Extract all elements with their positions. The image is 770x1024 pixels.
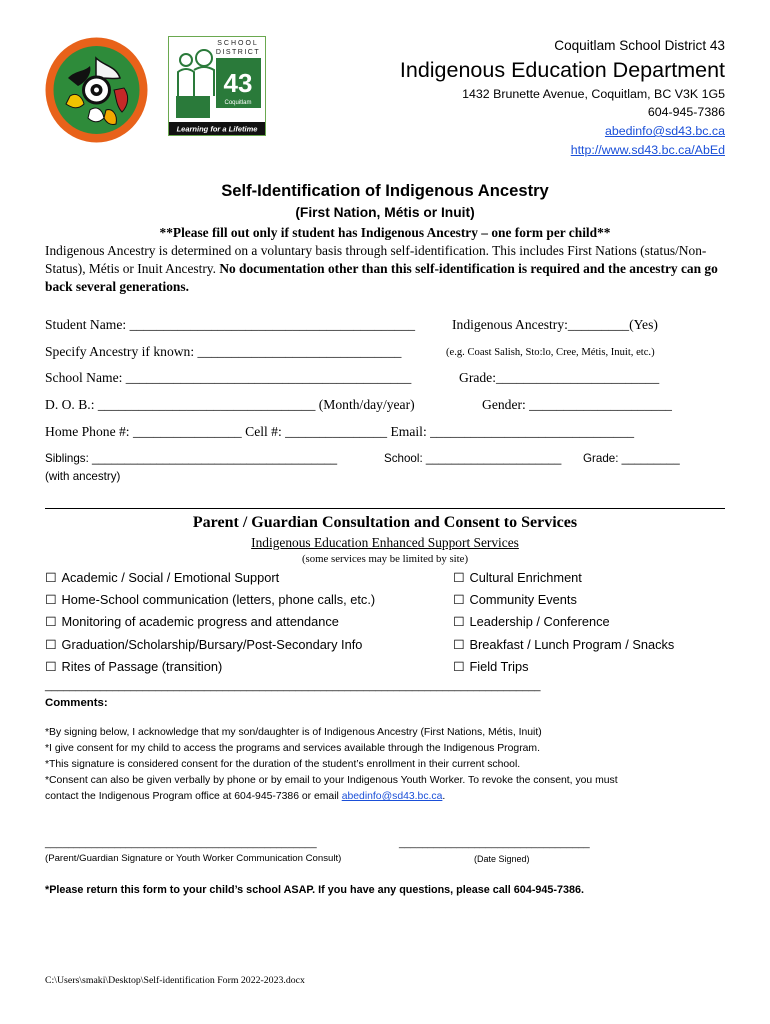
comments-line[interactable]: _________________________________________________________________________________	[45, 680, 541, 692]
dob-field[interactable]: D. O. B.: ________________________________ (Month/day/year)	[45, 397, 415, 412]
service-label: Field Trips	[469, 659, 529, 674]
logo-number: 43	[223, 68, 253, 98]
logo-tagline: Learning for a Lifetime	[176, 124, 258, 134]
form-note: **Please fill out only if student has Indigenous Ancestry – one form per child**	[159, 225, 611, 240]
district-name: Coquitlam School District 43	[554, 38, 725, 53]
service-label: Community Events	[469, 592, 577, 607]
indigenous-circle-logo	[44, 36, 149, 144]
service-label: Cultural Enrichment	[469, 570, 582, 585]
checkbox-icon[interactable]: ☐	[45, 592, 57, 607]
grade-field[interactable]: Grade:________________________	[459, 370, 660, 385]
comments-label: Comments:	[45, 697, 108, 709]
checkbox-icon[interactable]: ☐	[453, 659, 465, 674]
statement-5-text: contact the Indigenous Program office at 604-945-7386 or email	[45, 791, 342, 802]
date-label: (Date Signed)	[474, 854, 530, 864]
service-label: Rites of Passage (transition)	[61, 659, 223, 674]
service-right-1[interactable]	[453, 570, 582, 586]
checkbox-icon[interactable]: ☐	[45, 637, 57, 652]
service-left-3[interactable]	[45, 614, 339, 630]
checkbox-icon[interactable]: ☐	[453, 570, 465, 585]
checkbox-icon[interactable]: ☐	[45, 570, 57, 585]
service-label: Breakfast / Lunch Program / Snacks	[469, 637, 675, 652]
checkbox-icon[interactable]: ☐	[45, 614, 57, 629]
form-title: Self-Identification of Indigenous Ancestry	[221, 181, 549, 200]
department-title: Indigenous Education Department	[399, 58, 725, 82]
intro-bold-text: No documentation other than this self-identification is required and the ancestry can go back several generations.	[45, 261, 718, 294]
intro-paragraph	[45, 242, 725, 296]
consent-title: Parent / Guardian Consultation and Consent to Services	[192, 514, 578, 531]
service-right-5[interactable]	[453, 659, 529, 675]
form-subtitle: (First Nation, Métis or Inuit)	[295, 205, 475, 220]
student-name-field[interactable]: Student Name: __________________________________________	[45, 317, 416, 332]
file-path-footer: C:\Users\smaki\Desktop\Self-identification Form 2022-2023.docx	[45, 975, 305, 986]
ancestry-field[interactable]: Indigenous Ancestry:_________(Yes)	[452, 317, 658, 332]
sibling-grade-field[interactable]: Grade: _________	[583, 452, 680, 465]
checkbox-icon[interactable]: ☐	[453, 592, 465, 607]
checkbox-icon[interactable]: ☐	[453, 614, 465, 629]
service-label: Home-School communication (letters, phone calls, etc.)	[61, 592, 376, 607]
service-left-5[interactable]	[45, 659, 222, 675]
service-left-1[interactable]	[45, 570, 279, 586]
phone-cell-email-fields[interactable]: Home Phone #: ________________ Cell #: _______________ Email: ______________________________	[45, 424, 635, 439]
return-note: *Please return this form to your child’s school ASAP. If you have any questions, please call 604-945-7386.	[45, 884, 585, 896]
logo-city: Coquitlam	[224, 100, 252, 106]
signature-label: (Parent/Guardian Signature or Youth Worker Communication Consult)	[45, 853, 342, 864]
signature-line[interactable]: _______________________________________________	[45, 838, 317, 849]
statement-5-end: .	[442, 791, 446, 802]
logo-district: DISTRICT	[215, 49, 261, 56]
statement-2: *I give consent for my child to access the programs and services available through the Indigenous Program.	[45, 743, 540, 754]
service-label: Monitoring of academic progress and attendance	[61, 614, 339, 629]
service-label: Leadership / Conference	[469, 614, 610, 629]
sibling-school-field[interactable]: School: _____________________	[384, 452, 562, 465]
sd43-logo	[168, 36, 266, 136]
consent-subtitle: Indigenous Education Enhanced Support Services	[251, 535, 519, 550]
checkbox-icon[interactable]: ☐	[45, 659, 57, 674]
statement-3: *This signature is considered consent for the duration of the student’s enrollment in their current school.	[45, 759, 521, 770]
checkbox-icon[interactable]: ☐	[453, 637, 465, 652]
service-left-4[interactable]	[45, 637, 362, 653]
statement-1: *By signing below, I acknowledge that my son/daughter is of Indigenous Ancestry (First Nations, Métis, Inuit)	[45, 727, 542, 738]
statement-email-link[interactable]: abedinfo@sd43.bc.ca	[341, 791, 443, 802]
gender-field[interactable]: Gender: _____________________	[482, 397, 672, 412]
address: 1432 Brunette Avenue, Coquitlam, BC V3K 1G5	[462, 87, 725, 101]
logo-school: SCHOOL	[217, 40, 259, 47]
statement-5	[45, 791, 445, 802]
date-line[interactable]: _________________________________	[399, 838, 590, 849]
with-ancestry-label: (with ancestry)	[45, 470, 121, 483]
service-label: Graduation/Scholarship/Bursary/Post-Secondary Info	[61, 637, 363, 652]
service-right-4[interactable]	[453, 637, 674, 653]
service-right-3[interactable]	[453, 614, 610, 630]
phone: 604-945-7386	[647, 105, 725, 119]
service-left-2[interactable]	[45, 592, 375, 608]
email-link[interactable]: abedinfo@sd43.bc.ca	[604, 124, 725, 138]
website-link[interactable]: http://www.sd43.bc.ca/AbEd	[570, 143, 725, 157]
school-name-field[interactable]: School Name: __________________________________________	[45, 370, 412, 385]
intro-text: Indigenous Ancestry is determined on a voluntary basis through self-identification. This includes First Nations (status/Non-Status), Métis or Inuit Ancestry.	[45, 243, 707, 276]
section-divider	[45, 508, 725, 509]
consent-note: (some services may be limited by site)	[301, 553, 469, 565]
specify-hint: (e.g. Coast Salish, Sto:lo, Cree, Métis, Inuit, etc.)	[446, 347, 655, 358]
siblings-field[interactable]: Siblings: ______________________________________	[45, 452, 338, 465]
specify-ancestry-field[interactable]: Specify Ancestry if known: ______________________________	[45, 344, 402, 359]
service-label: Academic / Social / Emotional Support	[61, 570, 280, 585]
service-right-2[interactable]	[453, 592, 577, 608]
statement-4: *Consent can also be given verbally by phone or by email to your Indigenous Youth Worker. To revoke the consent, you must	[45, 775, 618, 786]
